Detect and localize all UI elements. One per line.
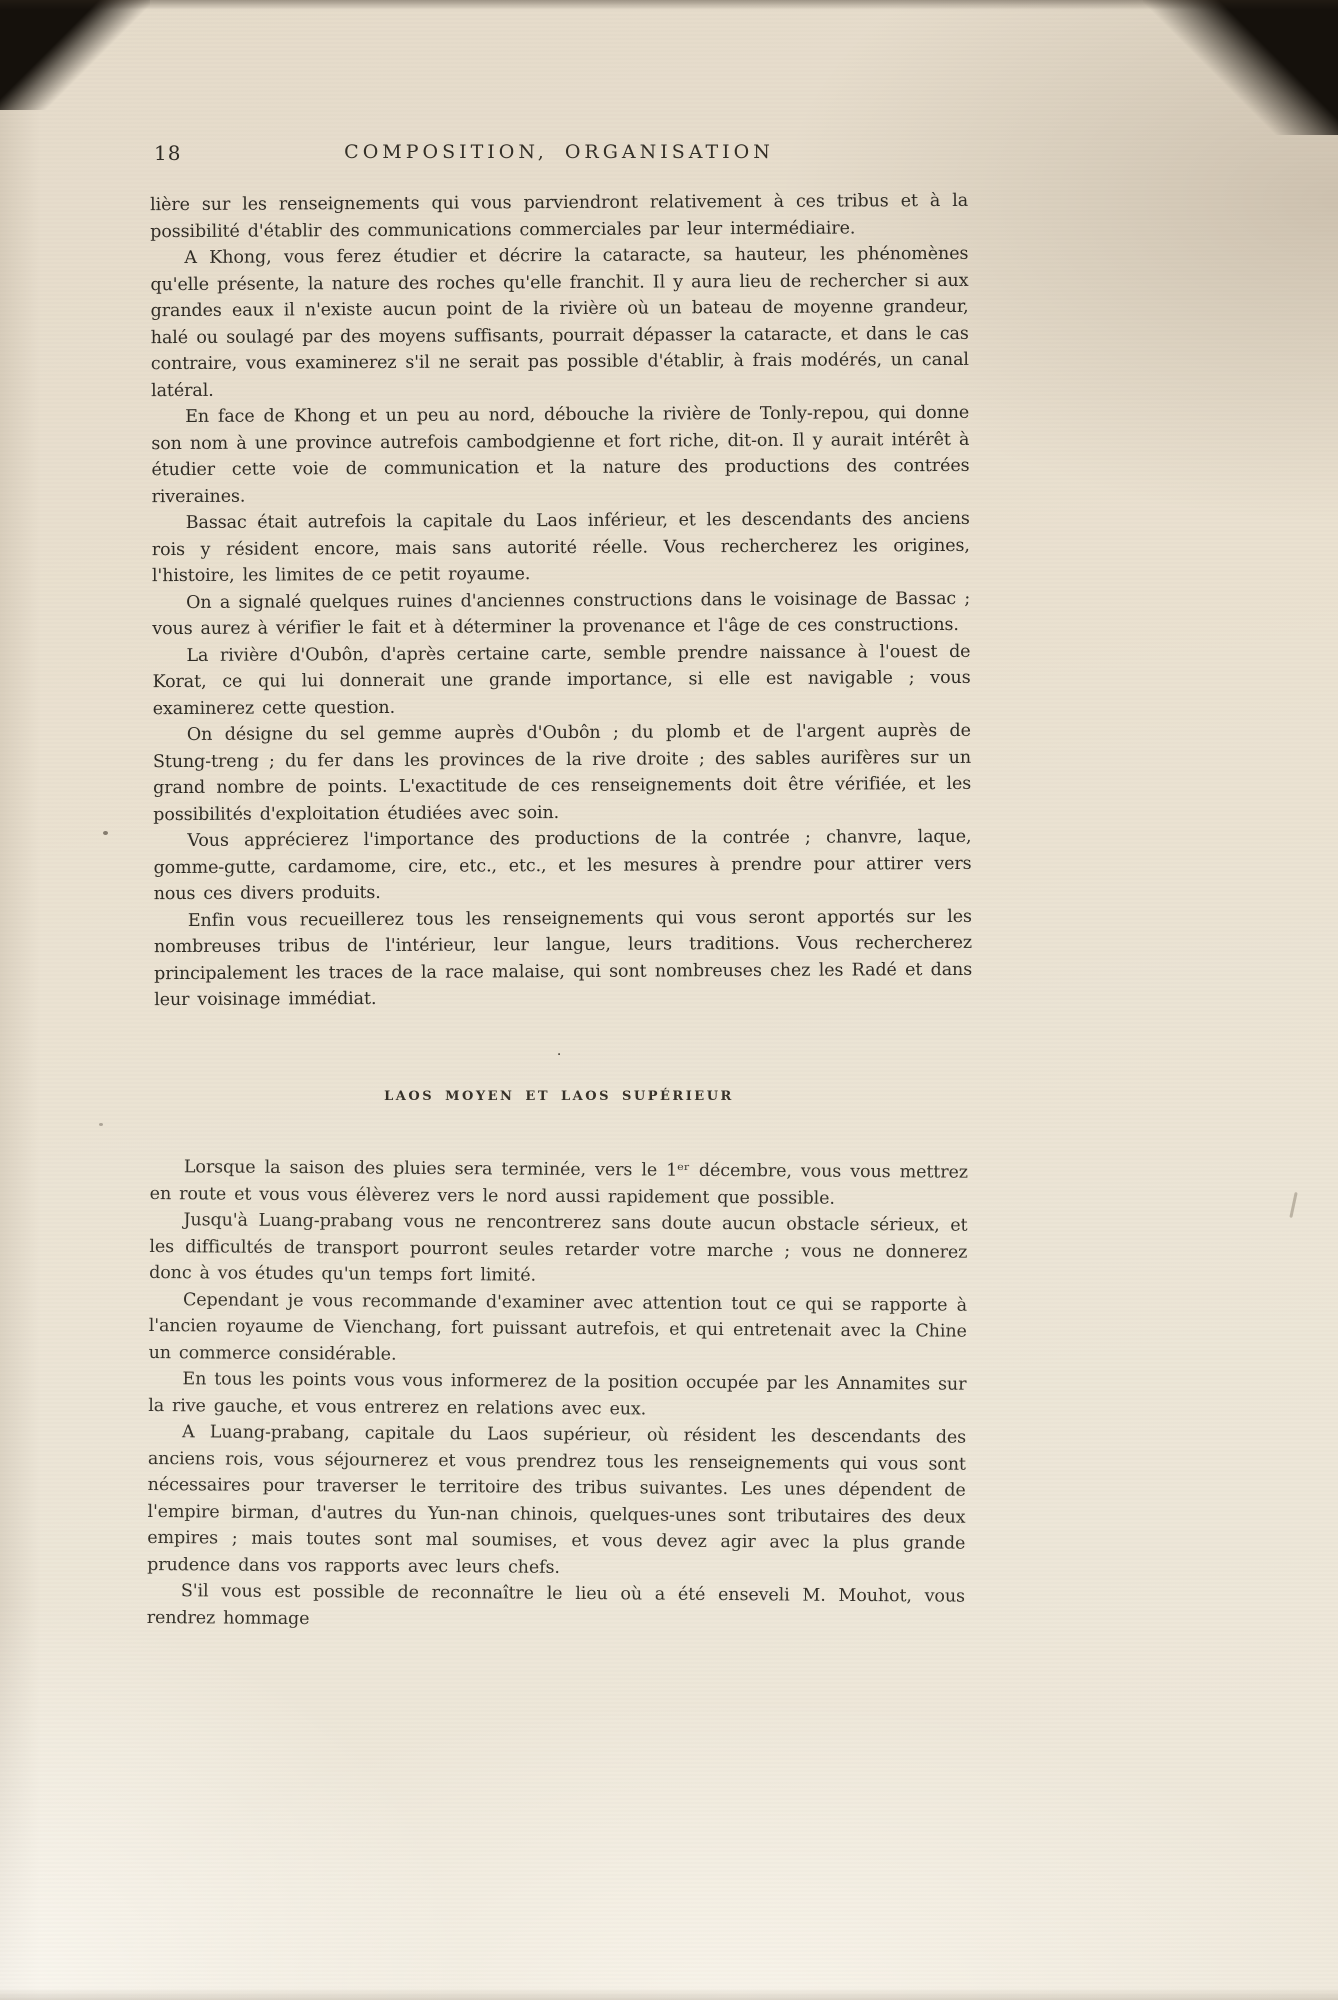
page-header <box>150 138 968 168</box>
scan-top-edge <box>0 0 1338 10</box>
scan-speck <box>99 1123 103 1126</box>
scan-speck <box>103 831 108 835</box>
paragraph: On désigne du sel gemme auprès d'Oubôn ; du plomb et de l'argent auprès de Stung-treng ; du fer dans les provinces de la rive droite ; des sables aurifères sur un grand nombre de points. L'exactitude de ces renseignements doit être vérifiée, et les possibilités d'exploitation étudiées avec soin. <box>152 720 972 825</box>
paragraph: S'il vous est possible de reconnaître le lieu où a été enseveli M. Mouhot, vous rendrez hommage <box>146 1581 965 1629</box>
scan-speck <box>1289 1192 1297 1218</box>
scan-bottom-edge <box>0 1988 1338 2000</box>
section-break-mark: · <box>556 1046 562 1063</box>
paragraph: Lorsque la saison des pluies sera terminée, vers le 1ᵉʳ décembre, vous vous mettrez en route et vous vous élèverez vers le nord aussi rapidement que possible. <box>149 1157 968 1209</box>
section-heading: LAOS MOYEN ET LAOS SUPÉRIEUR <box>384 1088 734 1104</box>
book-page <box>146 138 973 1631</box>
lower-text-block <box>147 1154 968 1637</box>
paragraph: Enfin vous recueillerez tous les renseignements qui vous seront apportés sur les nombreuses tribus de l'intérieur, leur langue, leurs traditions. Vous rechercherez principalement les traces de la race malaise, qui sont nombreuses chez les Radé et dans leur voisinage immédiat. <box>153 906 973 1011</box>
page-number: 18 <box>154 141 182 165</box>
paragraph: A Luang-prabang, capitale du Laos supérieur, où résident les descendants des anciens rois, vous séjournerez et vous prendrez tous les renseignements qui vous sont nécessaires pour traverser le territoire des tribus suivantes. Les unes dépendent de l'empire birman, d'autres du Yun-nan chinois, quelques-unes sont tributaires des deux empires ; mais toutes sont mal soumises, et vous devez agir avec la plus grande prudence dans vos rapports avec leurs chefs. <box>147 1422 967 1578</box>
paragraph: Vous apprécierez l'importance des productions de la contrée ; chanvre, laque, gomme-gutte, cardamome, cire, etc., etc., et les mesures à prendre pour attirer vers nous ces divers produits. <box>153 826 972 905</box>
paragraph: Cependant je vous recommande d'examiner avec attention tout ce qui se rapporte à l'ancien royaume de Vienchang, fort puissant autrefois, et qui entretenait avec la Chine un commerce considérable. <box>148 1289 968 1365</box>
scan-shadow-top-left <box>0 0 150 110</box>
running-title: COMPOSITION, ORGANISATION <box>344 141 774 163</box>
paragraph: La rivière d'Oubôn, d'après certaine carte, semble prendre naissance à l'ouest de Korat, ce qui lui donnerait une grande importance, si elle est navigable ; vous examinerez cette question. <box>152 641 971 719</box>
paragraph: A Khong, vous ferez étudier et décrire la cataracte, sa hauteur, les phénomènes qu'elle présente, la nature des roches qu'elle franchit. Il y aura lieu de rechercher si aux grandes eaux il n'existe aucun point de la rivière où un bateau de moyenne grandeur, halé ou soulagé par des moyens suffisants, pourrait dépasser la cataracte, et dans le cas contraire, vous examinerez s'il ne serait pas possible d'établir, à frais modérés, un canal latéral. <box>150 243 969 401</box>
paragraph: On a signalé quelques ruines d'anciennes constructions dans le voisinage de Bassac ; vous aurez à vérifier le fait et à déterminer la provenance et l'âge de ces constructions. <box>152 588 971 640</box>
paragraph: lière sur les renseignements qui vous parviendront relativement à ces tribus et à la possibilité d'établir des communications commerciales par leur intermédiaire. <box>150 190 969 242</box>
scan-shadow-top-right <box>1143 0 1338 135</box>
paragraph: En tous les points vous vous informerez de la position occupée par les Annamites sur la rive gauche, et vous entrerez en relations avec eux. <box>148 1369 967 1419</box>
paragraph: Jusqu'à Luang-prabang vous ne rencontrerez sans doute aucun obstacle sérieux, et les difficultés de transport pourront seules retarder votre marche ; vous ne donnerez donc à vos études qu'un temps fort limité. <box>149 1210 968 1286</box>
upper-text-block <box>150 188 972 1014</box>
paragraph: Bassac était autrefois la capitale du Laos inférieur, et les descendants des anciens rois y résident encore, mais sans autorité réelle. Vous rechercherez les origines, l'histoire, les limites de ce petit royaume. <box>151 508 970 587</box>
paragraph: En face de Khong et un peu au nord, débouche la rivière de Tonly-repou, qui donne son nom à une province autrefois cambodgienne et fort riche, dit-on. Il y aurait intérêt à étudier cette voie de communication et la nature des productions des contrées riveraines. <box>151 402 970 507</box>
